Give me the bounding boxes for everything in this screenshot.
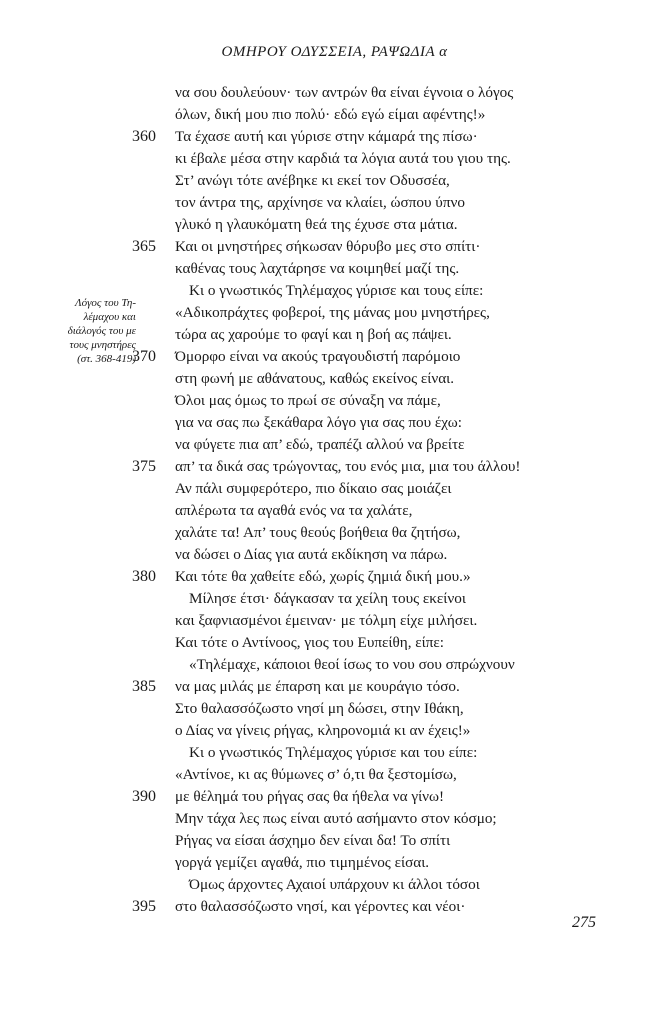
poem-line: Τα έχασε αυτή και γύρισε στην κάμαρά της πίσω·	[175, 128, 478, 145]
line-number: 395	[132, 898, 156, 915]
line-number: 360	[132, 128, 156, 145]
line-number: 375	[132, 458, 156, 475]
poem-line: να φύγετε πια απ’ εδώ, τραπέζι αλλού να βρείτε	[175, 436, 465, 453]
poem-line: «Αντίνοε, κι ας θύμωνες σ’ ό,τι θα ξεστομίσω,	[175, 766, 457, 783]
poem-line: Όμως άρχοντες Αχαιοί υπάρχουν κι άλλοι τόσοι	[189, 876, 480, 893]
poem-line: στη φωνή με αθάνατους, καθώς εκείνος είναι.	[175, 370, 455, 387]
page-number: 275	[572, 914, 596, 931]
margin-note-line: Λόγος του Τη-	[74, 297, 136, 309]
poem-line: Όλοι μας όμως το πρωί σε σύναξη να πάμε,	[175, 392, 441, 409]
poem-line: για να σας πω ξεκάθαρα λόγο για σας που έχω:	[175, 414, 462, 431]
poem-line: Ρήγας να είσαι άσχημο δεν είναι δα! Το σπίτι	[175, 832, 451, 849]
poem-line: καθένας τους λαχτάρησε να κοιμηθεί μαζί της.	[175, 260, 460, 277]
margin-note-line: (στ. 368-419)	[77, 353, 136, 365]
poem-line: «Αδικοπράχτες φοβεροί, της μάνας μου μνηστήρες,	[175, 304, 490, 321]
poem-line: Κι ο γνωστικός Τηλέμαχος γύρισε και του είπε:	[189, 744, 478, 761]
poem-line: να δώσει ο Δίας για αυτά εκδίκηση να πάρω.	[175, 546, 448, 563]
poem-line: τώρα ας χαρούμε το φαγί και η βοή ας πάψει.	[175, 326, 452, 343]
margin-note-line: διάλογός του με	[67, 325, 136, 337]
line-number: 365	[132, 238, 156, 255]
poem-line: να μας μιλάς με έπαρση και με κουράγιο τόσο.	[175, 678, 460, 695]
line-number: 370	[132, 348, 156, 365]
poem-line: Όμορφο είναι να ακούς τραγουδιστή παρόμοιο	[175, 348, 461, 365]
poem-line: στο θαλασσόζωστο νησί, και γέροντες και νέοι·	[175, 898, 466, 915]
margin-note-line: τους μνηστήρες	[69, 339, 136, 351]
line-number: 390	[132, 788, 156, 805]
poem-line: Κι ο γνωστικός Τηλέμαχος γύρισε και τους είπε:	[189, 282, 484, 299]
poem-line: να σου δουλεύουν· των αντρών θα είναι έγνοια ο λόγος	[175, 84, 514, 101]
poem-line: Μίλησε έτσι· δάγκασαν τα χείλη τους εκείνοι	[189, 590, 466, 607]
poem-line: Και τότε ο Αντίνοος, γιος του Ευπείθη, είπε:	[175, 634, 445, 651]
poem-line: «Τηλέμαχε, κάποιοι θεοί ίσως το νου σου σπρώχνουν	[189, 656, 515, 673]
poem-line: με θέλημά του ρήγας σας θα ήθελα να γίνω!	[175, 788, 445, 805]
running-head: ΟΜΗΡΟΥ ΟΔΥΣΣΕΙΑ, ΡΑΨΩΔΙΑ α	[221, 44, 448, 60]
line-number: 385	[132, 678, 156, 695]
poem-line: ο Δίας να γίνεις ρήγας, κληρονομιά κι αν έχεις!»	[175, 722, 471, 739]
poem-line: Και τότε θα χαθείτε εδώ, χωρίς ζημιά δική μου.»	[175, 568, 471, 585]
line-number: 380	[132, 568, 156, 585]
poem-line: κι έβαλε μέσα στην καρδιά τα λόγια αυτά του γιου της.	[175, 150, 511, 167]
poem-line: απλέρωτα τα αγαθά ενός να τα χαλάτε,	[175, 502, 413, 519]
poem-line: Και οι μνηστήρες σήκωσαν θόρυβο μες στο σπίτι·	[175, 238, 481, 255]
poem-line: Στο θαλασσόζωστο νησί μη δώσει, στην Ιθάκη,	[175, 700, 464, 717]
margin-note	[34, 296, 136, 366]
poem-line: γοργά γεμίζει αγαθά, πιο τιμημένος είσαι.	[175, 854, 430, 871]
poem-line: όλων, δική μου πιο πολύ· εδώ εγώ είμαι αφέντης!»	[175, 106, 486, 123]
poem-line: Αν πάλι συμφερότερο, πιο δίκαιο σας μοιάζει	[175, 480, 452, 497]
poem-line: τον άντρα της, αρχίνησε να κλαίει, ώσπου ύπνο	[175, 194, 465, 211]
poem-line: χαλάτε τα! Απ’ τους θεούς βοήθεια θα ζητήσω,	[175, 524, 461, 541]
poem-line: Στ’ ανώγι τότε ανέβηκε κι εκεί τον Οδυσσέα,	[175, 172, 450, 189]
margin-note-line: λέμαχου και	[83, 311, 136, 323]
poem-line: Μην τάχα λες πως είναι αυτό ασήμαντο στον κόσμο;	[175, 810, 497, 827]
poem-line: και ξαφνιασμένοι έμειναν· με τόλμη είχε μιλήσει.	[175, 612, 478, 629]
poem-line: απ’ τα δικά σας τρώγοντας, του ενός μια, μια του άλλου!	[175, 458, 521, 475]
poem-line: γλυκό η γλαυκόματη θεά της έχυσε στα μάτια.	[175, 216, 458, 233]
